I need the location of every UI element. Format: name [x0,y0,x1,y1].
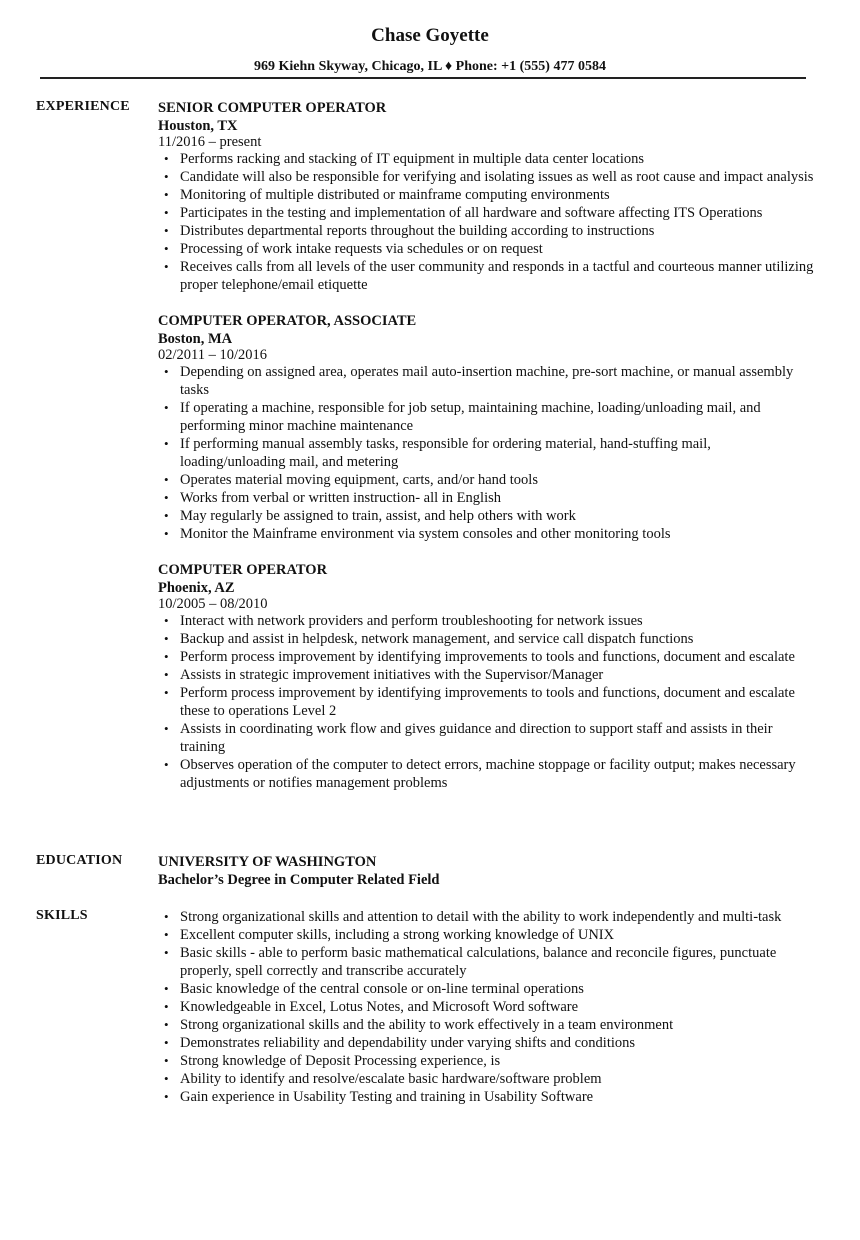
list-item: • Strong knowledge of Deposit Processing experience, is [164,1053,501,1069]
bullet-icon: • [164,909,169,924]
degree: Bachelor’s Degree in Computer Related Field [158,872,440,888]
section-label-education: EDUCATION [36,853,123,868]
bullet-icon: • [164,721,169,736]
list-item: • Assists in strategic improvement initiatives with the Supervisor/Manager [164,667,604,683]
list-item: • Knowledgeable in Excel, Lotus Notes, and Microsoft Word software [164,999,579,1015]
list-item: • Participates in the testing and implementation of all hardware and software affecting ITS Operations [164,205,763,221]
bullet-icon: • [164,945,169,960]
job-title: COMPUTER OPERATOR [158,562,328,578]
list-item: • Backup and assist in helpdesk, network management, and service call dispatch functions [164,631,694,647]
list-item: • Ability to identify and resolve/escalate basic hardware/software problem [164,1071,602,1087]
bullet-icon: • [164,490,169,505]
job-title: SENIOR COMPUTER OPERATOR [158,100,387,116]
job-dates: 10/2005 – 08/2010 [158,596,268,612]
bullet-icon: • [164,685,169,700]
list-item: • Demonstrates reliability and dependability under varying shifts and conditions [164,1035,636,1051]
bullet-icon: • [164,241,169,256]
list-item: • Excellent computer skills, including a strong working knowledge of UNIX [164,927,615,943]
bullet-icon: • [164,436,169,451]
bullet-icon: • [164,757,169,772]
list-item: • Depending on assigned area, operates mail auto-insertion machine, pre-sort machine, or manual assembly tasks [164,364,794,398]
bullet-icon: • [164,151,169,166]
list-item: • Perform process improvement by identifying improvements to tools and functions, document and escalate these to operations Level 2 [164,685,795,719]
list-item: • Interact with network providers and perform troubleshooting for network issues [164,613,643,629]
job-bullets [158,612,818,792]
list-item: • If operating a machine, responsible for job setup, maintaining machine, loading/unloading mail, and performing minor machine maintenance [164,400,761,434]
bullet-icon: • [164,508,169,523]
skills-list [158,908,818,1106]
bullet-icon: • [164,364,169,379]
bullet-icon: • [164,400,169,415]
list-item: • Candidate will also be responsible for verifying and isolating issues as well as root cause and impact analysis [164,169,814,185]
job-entry [158,99,818,294]
list-item: • Observes operation of the computer to detect errors, machine stoppage or facility output; makes necessary adjustments or notifies management problems [164,757,796,791]
list-item: • Strong organizational skills and attention to detail with the ability to work independently and multi-task [164,909,782,925]
job-bullets [158,363,818,543]
list-item: • Basic knowledge of the central console or on-line terminal operations [164,981,584,997]
education-body [158,853,818,889]
list-item: • Distributes departmental reports throughout the building according to instructions [164,223,655,239]
list-item: • Monitor the Mainframe environment via system consoles and other monitoring tools [164,526,671,542]
list-item: • May regularly be assigned to train, assist, and help others with work [164,508,576,524]
job-title: COMPUTER OPERATOR, ASSOCIATE [158,313,417,329]
bullet-icon: • [164,927,169,942]
job-bullets [158,150,818,294]
bullet-icon: • [164,613,169,628]
bullet-icon: • [164,1035,169,1050]
job-entry [158,312,818,543]
list-item: • Monitoring of multiple distributed or mainframe computing environments [164,187,610,203]
bullet-icon: • [164,999,169,1014]
school-name: UNIVERSITY OF WASHINGTON [158,854,377,870]
experience-list [158,99,818,810]
job-location: Phoenix, AZ [158,580,235,596]
list-item: • Works from verbal or written instruction- all in English [164,490,501,506]
section-label-skills: SKILLS [36,908,88,923]
list-item: • Processing of work intake requests via schedules or on request [164,241,543,257]
bullet-icon: • [164,223,169,238]
list-item: • If performing manual assembly tasks, responsible for ordering material, hand-stuffing mail, loading/unloading mail, and metering [164,436,711,470]
job-entry [158,561,818,792]
header-divider [40,77,806,79]
bullet-icon: • [164,205,169,220]
bullet-icon: • [164,667,169,682]
bullet-icon: • [164,649,169,664]
skills-body [158,908,818,1106]
bullet-icon: • [164,526,169,541]
job-location: Houston, TX [158,118,238,134]
bullet-icon: • [164,981,169,996]
bullet-icon: • [164,259,169,274]
bullet-icon: • [164,1071,169,1086]
list-item: • Performs racking and stacking of IT equipment in multiple data center locations [164,151,644,167]
bullet-icon: • [164,169,169,184]
bullet-icon: • [164,631,169,646]
list-item: • Assists in coordinating work flow and gives guidance and direction to support staff and assists in their training [164,721,773,755]
list-item: • Basic skills - able to perform basic mathematical calculations, balance and reconcile figures, punctuate properly, spell correctly and transcribe accurately [164,945,777,979]
bullet-icon: • [164,1017,169,1032]
section-label-experience: EXPERIENCE [36,99,130,114]
bullet-icon: • [164,187,169,202]
bullet-icon: • [164,1053,169,1068]
bullet-icon: • [164,1089,169,1104]
job-location: Boston, MA [158,331,233,347]
contact-line: 969 Kiehn Skyway, Chicago, IL ♦ Phone: +1 (555) 477 0584 [254,59,606,74]
candidate-name: Chase Goyette [371,25,489,46]
job-dates: 11/2016 – present [158,134,262,150]
list-item: • Perform process improvement by identifying improvements to tools and functions, document and escalate [164,649,795,665]
job-dates: 02/2011 – 10/2016 [158,347,268,363]
list-item: • Operates material moving equipment, carts, and/or hand tools [164,472,538,488]
list-item: • Strong organizational skills and the ability to work effectively in a team environment [164,1017,674,1033]
list-item: • Gain experience in Usability Testing and training in Usability Software [164,1089,594,1105]
list-item: • Receives calls from all levels of the user community and responds in a tactful and courteous manner utilizing proper telephone/email etiquette [164,259,814,293]
bullet-icon: • [164,472,169,487]
